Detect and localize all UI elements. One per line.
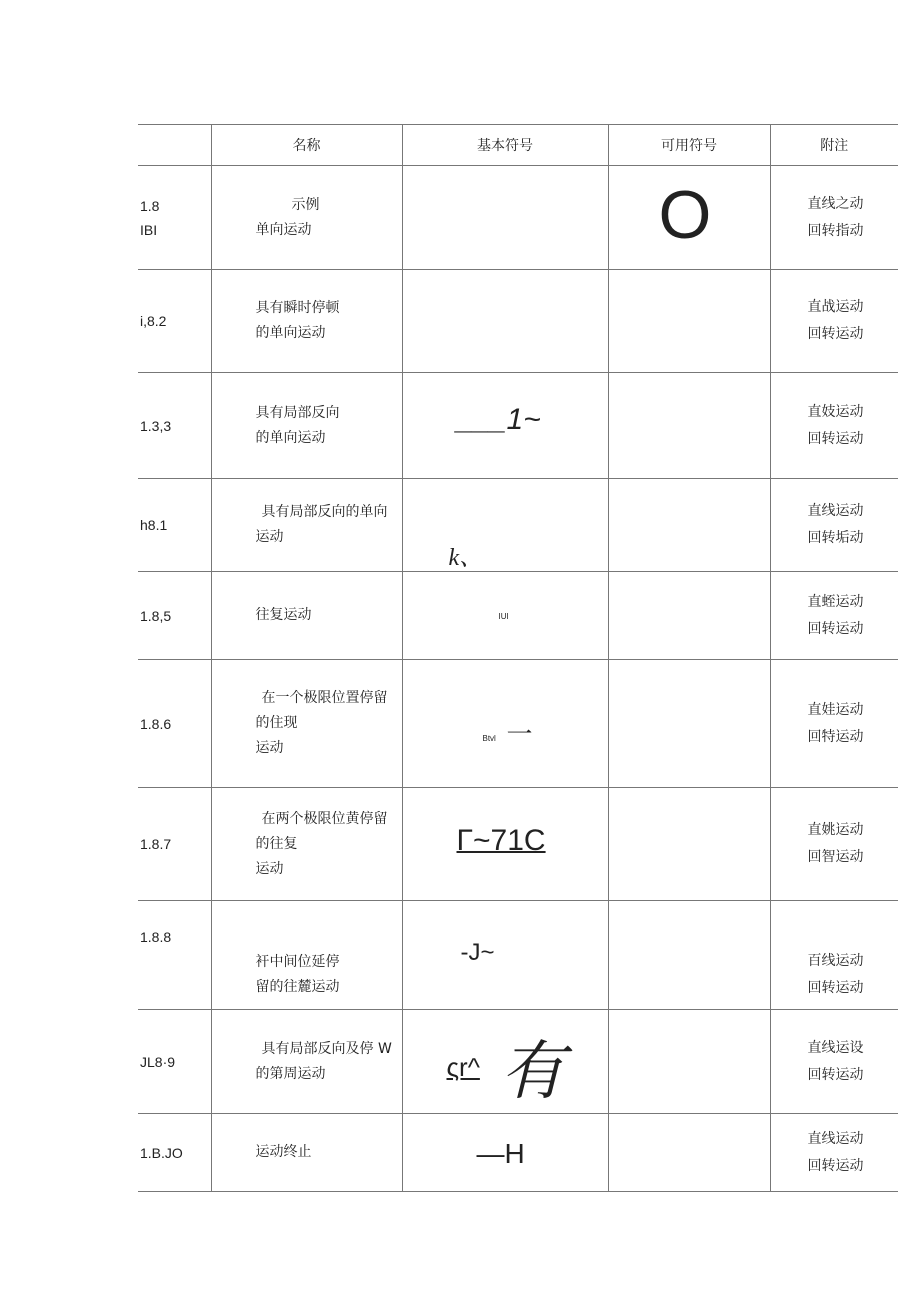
basic-symbol: k、 [402,479,608,572]
row-number: 1.8.7 [138,788,211,901]
basic-symbol: IUI [402,572,608,660]
basic-symbol [402,166,608,270]
basic-symbol: ςr^ 有 [402,1010,608,1114]
motion-symbol-table [138,124,898,1192]
row-note: 直姚运动 回智运动 [770,788,898,901]
table-row [138,1114,898,1192]
row-note: 直娃运动 回特运动 [770,660,898,788]
row-number: 1.8.8 [138,901,211,1010]
alt-symbol [608,1114,770,1192]
row-name: 在两个极限位黄停留 的往复 运动 [211,788,402,901]
row-name: 往复运动 [211,572,402,660]
header-basic-symbol: 基本符号 [402,125,608,166]
row-note: 直线运设 回转运动 [770,1010,898,1114]
row-number: i,8.2 [138,270,211,373]
row-note: 直蛭运动 回转运动 [770,572,898,660]
row-number: 1.3,3 [138,373,211,479]
row-name: 具有局部反向 的单向运动 [211,373,402,479]
row-number: JL8·9 [138,1010,211,1114]
alt-symbol [608,901,770,1010]
row-number: 1.8.6 [138,660,211,788]
alt-symbol [608,660,770,788]
basic-symbol: Btvl 一 [402,660,608,788]
table-row [138,901,898,1010]
row-number: 1.B.JO [138,1114,211,1192]
row-name: 具有瞬时停顿 的单向运动 [211,270,402,373]
table-row [138,660,898,788]
alt-symbol [608,270,770,373]
alt-symbol [608,166,770,270]
alt-symbol [608,479,770,572]
header-number [138,125,211,166]
basic-symbol: Γ~71C [402,788,608,901]
alt-symbol [608,572,770,660]
table-row [138,479,898,572]
basic-symbol: ___1~ [402,373,608,479]
row-name: 具有局部反向及停 W 的第周运动 [211,1010,402,1114]
header-name: 名称 [211,125,402,166]
table-row [138,572,898,660]
row-note: 百线运动 回转运动 [770,901,898,1010]
row-note: 直线运动 回转垢动 [770,479,898,572]
table-row [138,373,898,479]
row-name: 衦中间位延停 留的往麓运动 [211,901,402,1010]
row-number: 1.8 IBI [138,166,211,270]
alt-symbol [608,373,770,479]
table-row [138,1010,898,1114]
header-alt-symbol: 可用符号 [608,125,770,166]
row-name: 在一个极限位置停留 的住现 运动 [211,660,402,788]
row-name: 具有局部反向的单向 运动 [211,479,402,572]
header-note: 附注 [770,125,898,166]
row-number: 1.8,5 [138,572,211,660]
basic-symbol: -J~ [402,901,608,1010]
alt-symbol [608,788,770,901]
circle-symbol: O [658,177,712,253]
basic-symbol [402,270,608,373]
row-note: 直妓运动 回转运动 [770,373,898,479]
alt-symbol [608,1010,770,1114]
table-header-row [138,125,898,166]
table-row [138,166,898,270]
row-name: 运动终止 [211,1114,402,1192]
row-note: 直线运动 回转运动 [770,1114,898,1192]
table-row [138,270,898,373]
row-number: h8.1 [138,479,211,572]
row-note: 直线之动 回转指动 [770,166,898,270]
row-note: 直战运动 回转运动 [770,270,898,373]
basic-symbol: —H [402,1114,608,1192]
row-name: 示例 单向运动 [211,166,402,270]
table-row [138,788,898,901]
